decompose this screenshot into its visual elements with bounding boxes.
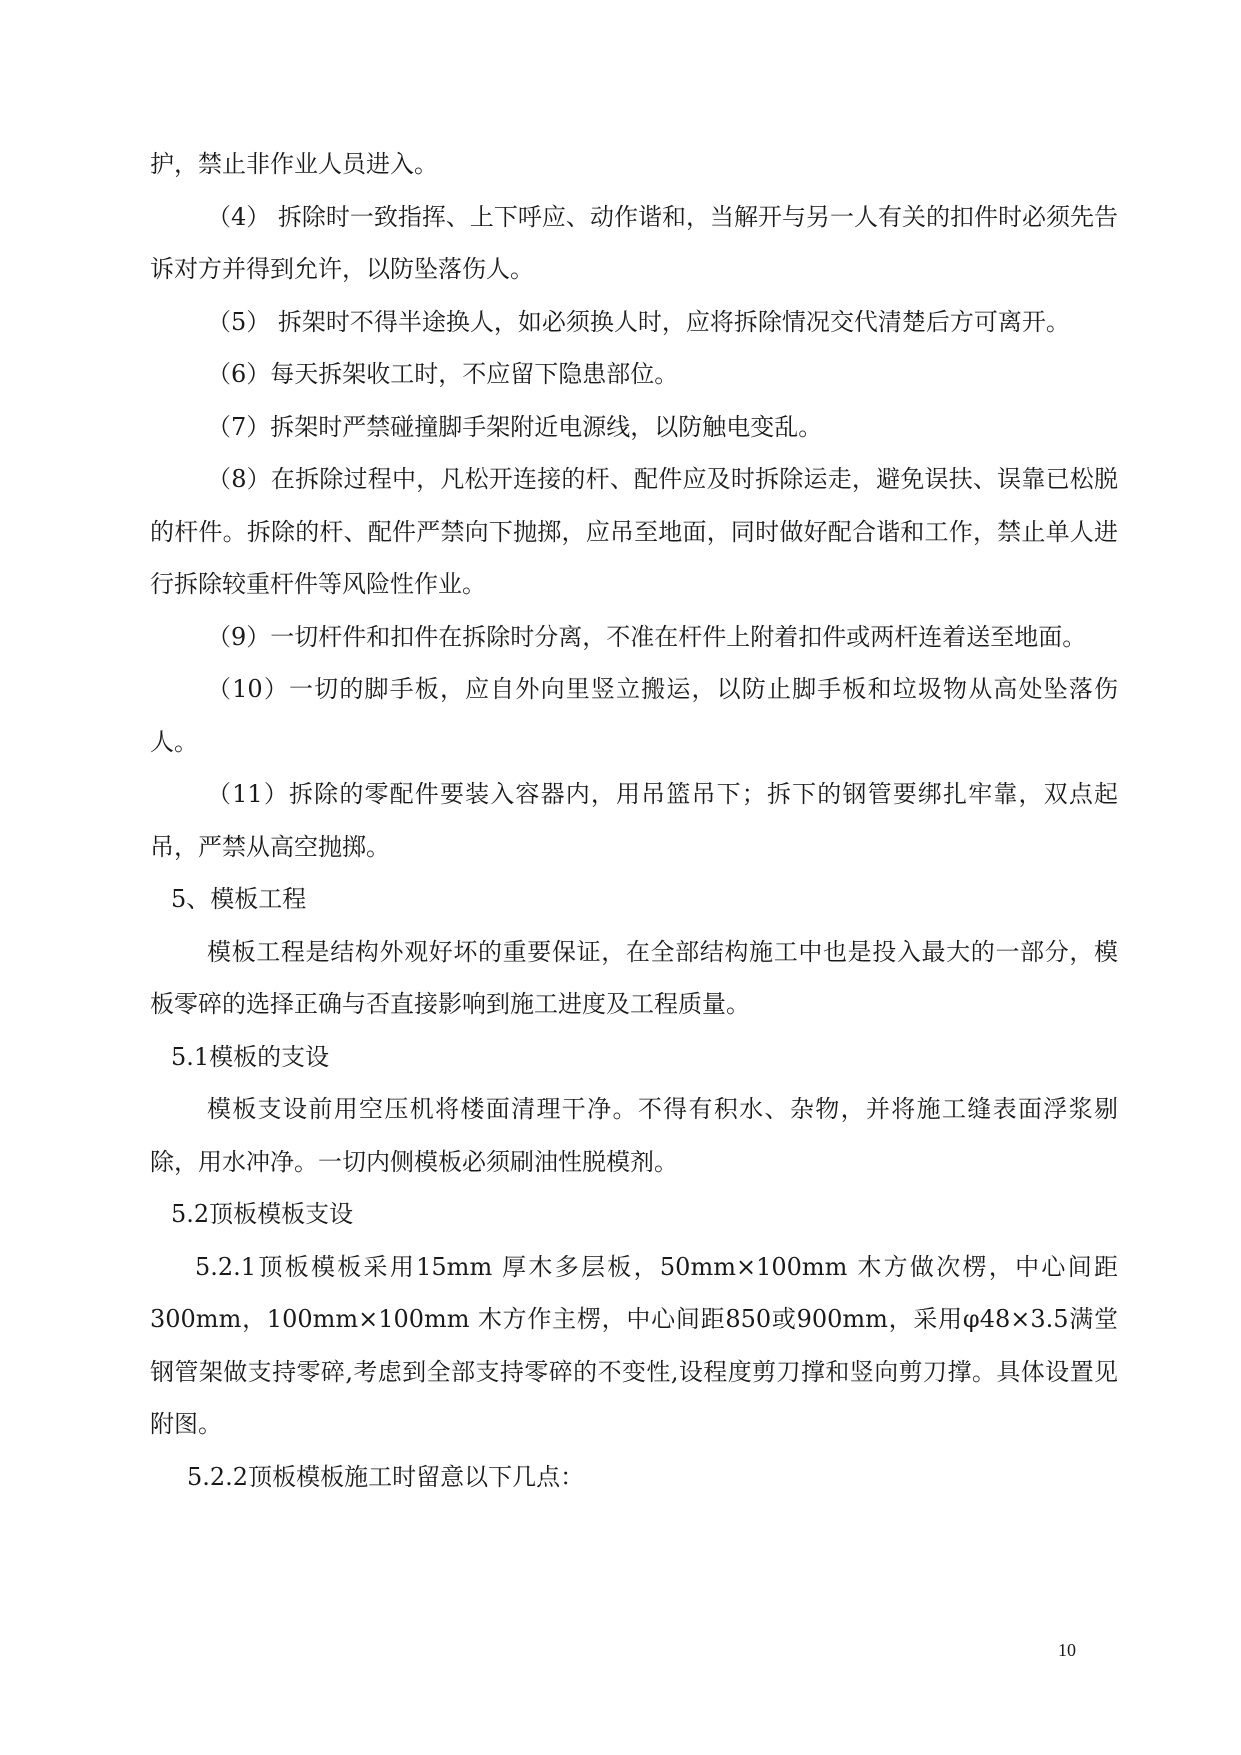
paragraph-item-7: （7）拆架时严禁碰撞脚手架附近电源线，以防触电变乱。 [207,412,823,441]
subsection-heading-5-1: 5.1模板的支设 [171,1042,330,1071]
paragraph-item-5: （5） 拆架时不得半途换人，如必须换人时，应将拆除情况交代清楚后方可离开。 [207,307,1070,336]
paragraph-item-6: （6）每天拆架收工时，不应留下隐患部位。 [207,360,679,388]
paragraph-item-11: （11）拆除的零配件要装入容器内，用吊篮吊下；拆下的钢管要绑扎牢靠，双点起吊，严禁从高空抛掷。 [150,780,1118,861]
page-number: 10 [1058,1640,1076,1660]
paragraph-item-4: （4） 拆除时一致指挥、上下呼应、动作谐和，当解开与另一人有关的扣件时必须先告诉对方并得到允许，以防坠落伤人。 [150,202,1118,283]
section-heading-5: 5、模板工程 [171,885,307,913]
paragraph-5-2-1: 5.2.1顶板模板采用15mm 厚木多层板，50mm×100mm 木方做次楞，中心间距300mm，100mm×100mm 木方作主楞，中心间距850或900mm，采用φ48×3.5满堂钢管架做支持零碎,考虑到全部支持零碎的不变性,设程度剪刀撑和竖向剪刀撑。具体设置见附图。 [150,1252,1118,1438]
paragraph-continuation: 护，禁止非作业人员进入。 [150,150,438,178]
paragraph-5-2-2: 5.2.2顶板模板施工时留意以下几点： [187,1462,585,1491]
paragraph-formwork-intro: 模板工程是结构外观好坏的重要保证，在全部结构施工中也是投入最大的一部分，模板零碎的选择正确与否直接影响到施工进度及工程质量。 [150,937,1118,1018]
paragraph-item-8: （8）在拆除过程中，凡松开连接的杆、配件应及时拆除运走，避免误扶、误靠已松脱的杆件。拆除的杆、配件严禁向下抛掷，应吊至地面，同时做好配合谐和工作，禁止单人进行拆除较重杆件等风险性作业。 [150,465,1118,598]
paragraph-item-9: （9）一切杆件和扣件在拆除时分离，不准在杆件上附着扣件或两杆连着送至地面。 [207,622,1087,651]
paragraph-formwork-support: 模板支设前用空压机将楼面清理干净。不得有积水、杂物，并将施工缝表面浮浆剔除，用水冲净。一切内侧模板必须刷油性脱模剂。 [150,1095,1118,1176]
subsection-heading-5-2: 5.2顶板模板支设 [171,1200,354,1228]
document-body [150,138,1118,1503]
paragraph-item-10: （10）一切的脚手板，应自外向里竖立搬运，以防止脚手板和垃圾物从高处坠落伤人。 [150,675,1118,756]
